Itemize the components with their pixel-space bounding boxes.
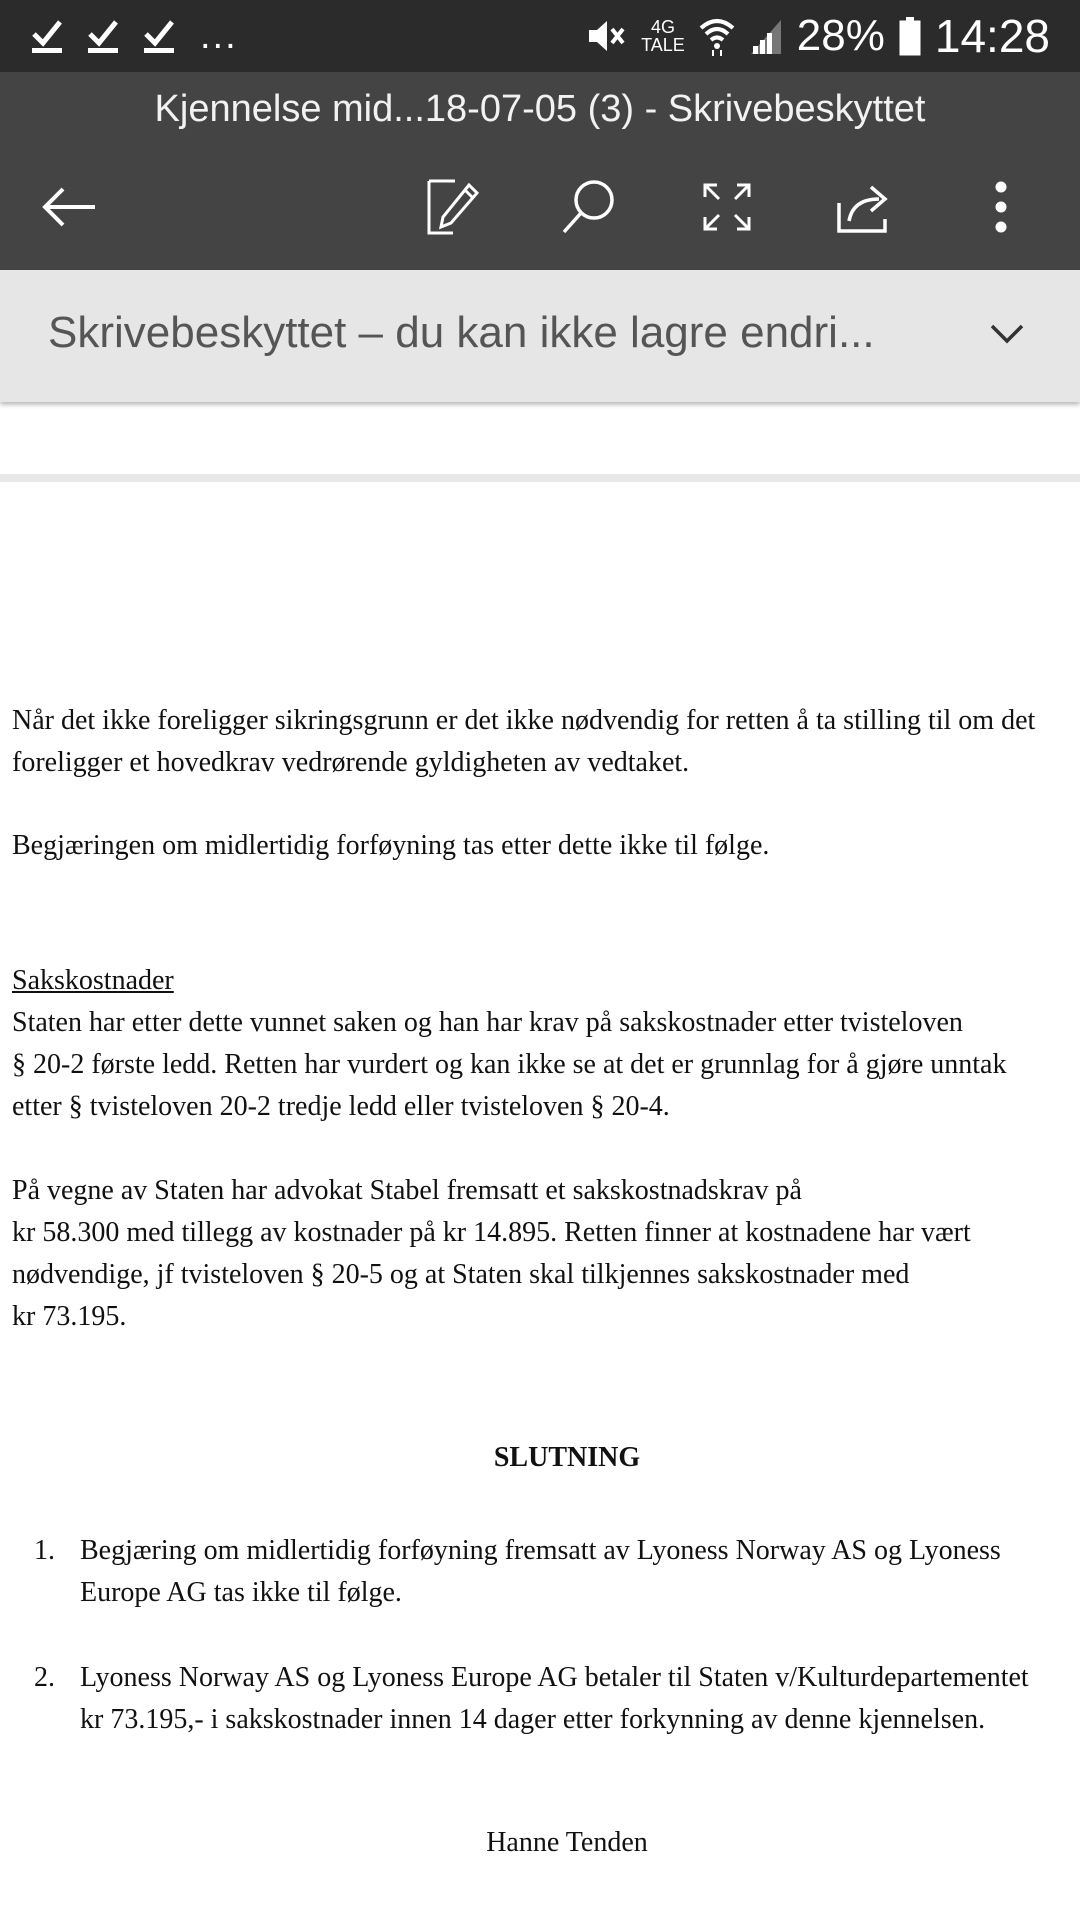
list-item-line: Lyoness Norway AS og Lyoness Europe AG betaler til Staten v/Kulturdepartementet	[80, 1662, 1029, 1693]
text-line: § 20-2 første ledd. Retten har vurdert og kan ikke se at det er grunnlag for å gjøre unntak	[12, 1049, 1007, 1080]
signature-name: Hanne Tenden	[486, 1827, 648, 1858]
list-number: 2.	[34, 1662, 55, 1693]
share-icon	[835, 179, 895, 235]
list-item-line: Europe AG tas ikke til følge.	[80, 1577, 402, 1608]
conclusion-heading: SLUTNING	[493, 1442, 641, 1473]
section-heading-costs: Sakskostnader	[12, 965, 174, 996]
signal-icon	[749, 16, 783, 56]
text-line: nødvendige, jf tvisteloven § 20-5 og at Staten skal tilkjennes sakskostnader med	[12, 1259, 910, 1290]
check-notification-icon	[142, 16, 176, 56]
network-tale-label: TALE	[641, 35, 685, 55]
check-notification-icon	[86, 16, 120, 56]
search-button[interactable]	[554, 172, 624, 242]
page-separator	[0, 474, 1080, 482]
read-only-banner[interactable]	[0, 270, 1080, 402]
chevron-down-icon[interactable]	[982, 314, 1032, 354]
more-options-button[interactable]	[966, 172, 1036, 242]
list-item-line: Begjæring om midlertidig forføyning fremsatt av Lyoness Norway AS og Lyoness	[80, 1535, 1001, 1566]
text-line: etter § tvisteloven 20-2 tredje ledd eller tvisteloven § 20-4.	[12, 1091, 670, 1122]
document-page	[0, 482, 1080, 1920]
text-line: foreligger et hovedkrav vedrørende gyldigheten av vedtaket.	[12, 747, 690, 778]
edit-button[interactable]	[418, 172, 488, 242]
clock: 14:28	[934, 10, 1050, 62]
back-button[interactable]	[34, 172, 104, 242]
search-icon	[560, 178, 618, 236]
system-status	[585, 8, 1050, 64]
check-notification-icon	[30, 16, 64, 56]
fullscreen-button[interactable]	[692, 172, 762, 242]
text-line: På vegne av Staten har advokat Stabel fremsatt et sakskostnadskrav på	[12, 1175, 802, 1206]
text-line: kr 73.195.	[12, 1301, 127, 1332]
wifi-icon	[699, 16, 735, 56]
battery-percent: 28%	[796, 11, 885, 60]
fullscreen-icon	[701, 181, 753, 233]
more-notifications-indicator: ...	[200, 15, 238, 57]
network-4g-label: 4G	[650, 17, 675, 37]
text-line: kr 58.300 med tillegg av kostnader på kr 14.895. Retten finner at kostnadene har vært	[12, 1217, 971, 1248]
app-toolbar	[0, 72, 1080, 270]
edit-pen-icon	[425, 177, 481, 237]
list-item-line: kr 73.195,- i sakskostnader innen 14 dager etter forkynning av denne kjennelsen.	[80, 1704, 986, 1735]
text-line: Når det ikke foreligger sikringsgrunn er det ikke nødvendig for retten å ta stilling til om det	[12, 705, 1036, 736]
battery-icon	[899, 16, 921, 56]
back-arrow-icon	[39, 185, 99, 229]
text-line: Staten har etter dette vunnet saken og han har krav på sakskostnader etter tvisteloven	[12, 1007, 963, 1038]
read-only-message: Skrivebeskyttet – du kan ikke lagre endri...	[48, 308, 875, 357]
network-type	[641, 18, 685, 54]
more-vert-icon	[993, 179, 1009, 235]
share-button[interactable]	[830, 172, 900, 242]
mute-icon	[585, 16, 627, 56]
document-title: Kjennelse mid...18-07-05 (3) - Skrivebeskyttet	[154, 88, 926, 130]
list-number: 1.	[34, 1535, 55, 1566]
notification-area	[30, 10, 238, 62]
text-line: Begjæringen om midlertidig forføyning tas etter dette ikke til følge.	[12, 830, 770, 861]
status-bar	[0, 0, 1080, 72]
